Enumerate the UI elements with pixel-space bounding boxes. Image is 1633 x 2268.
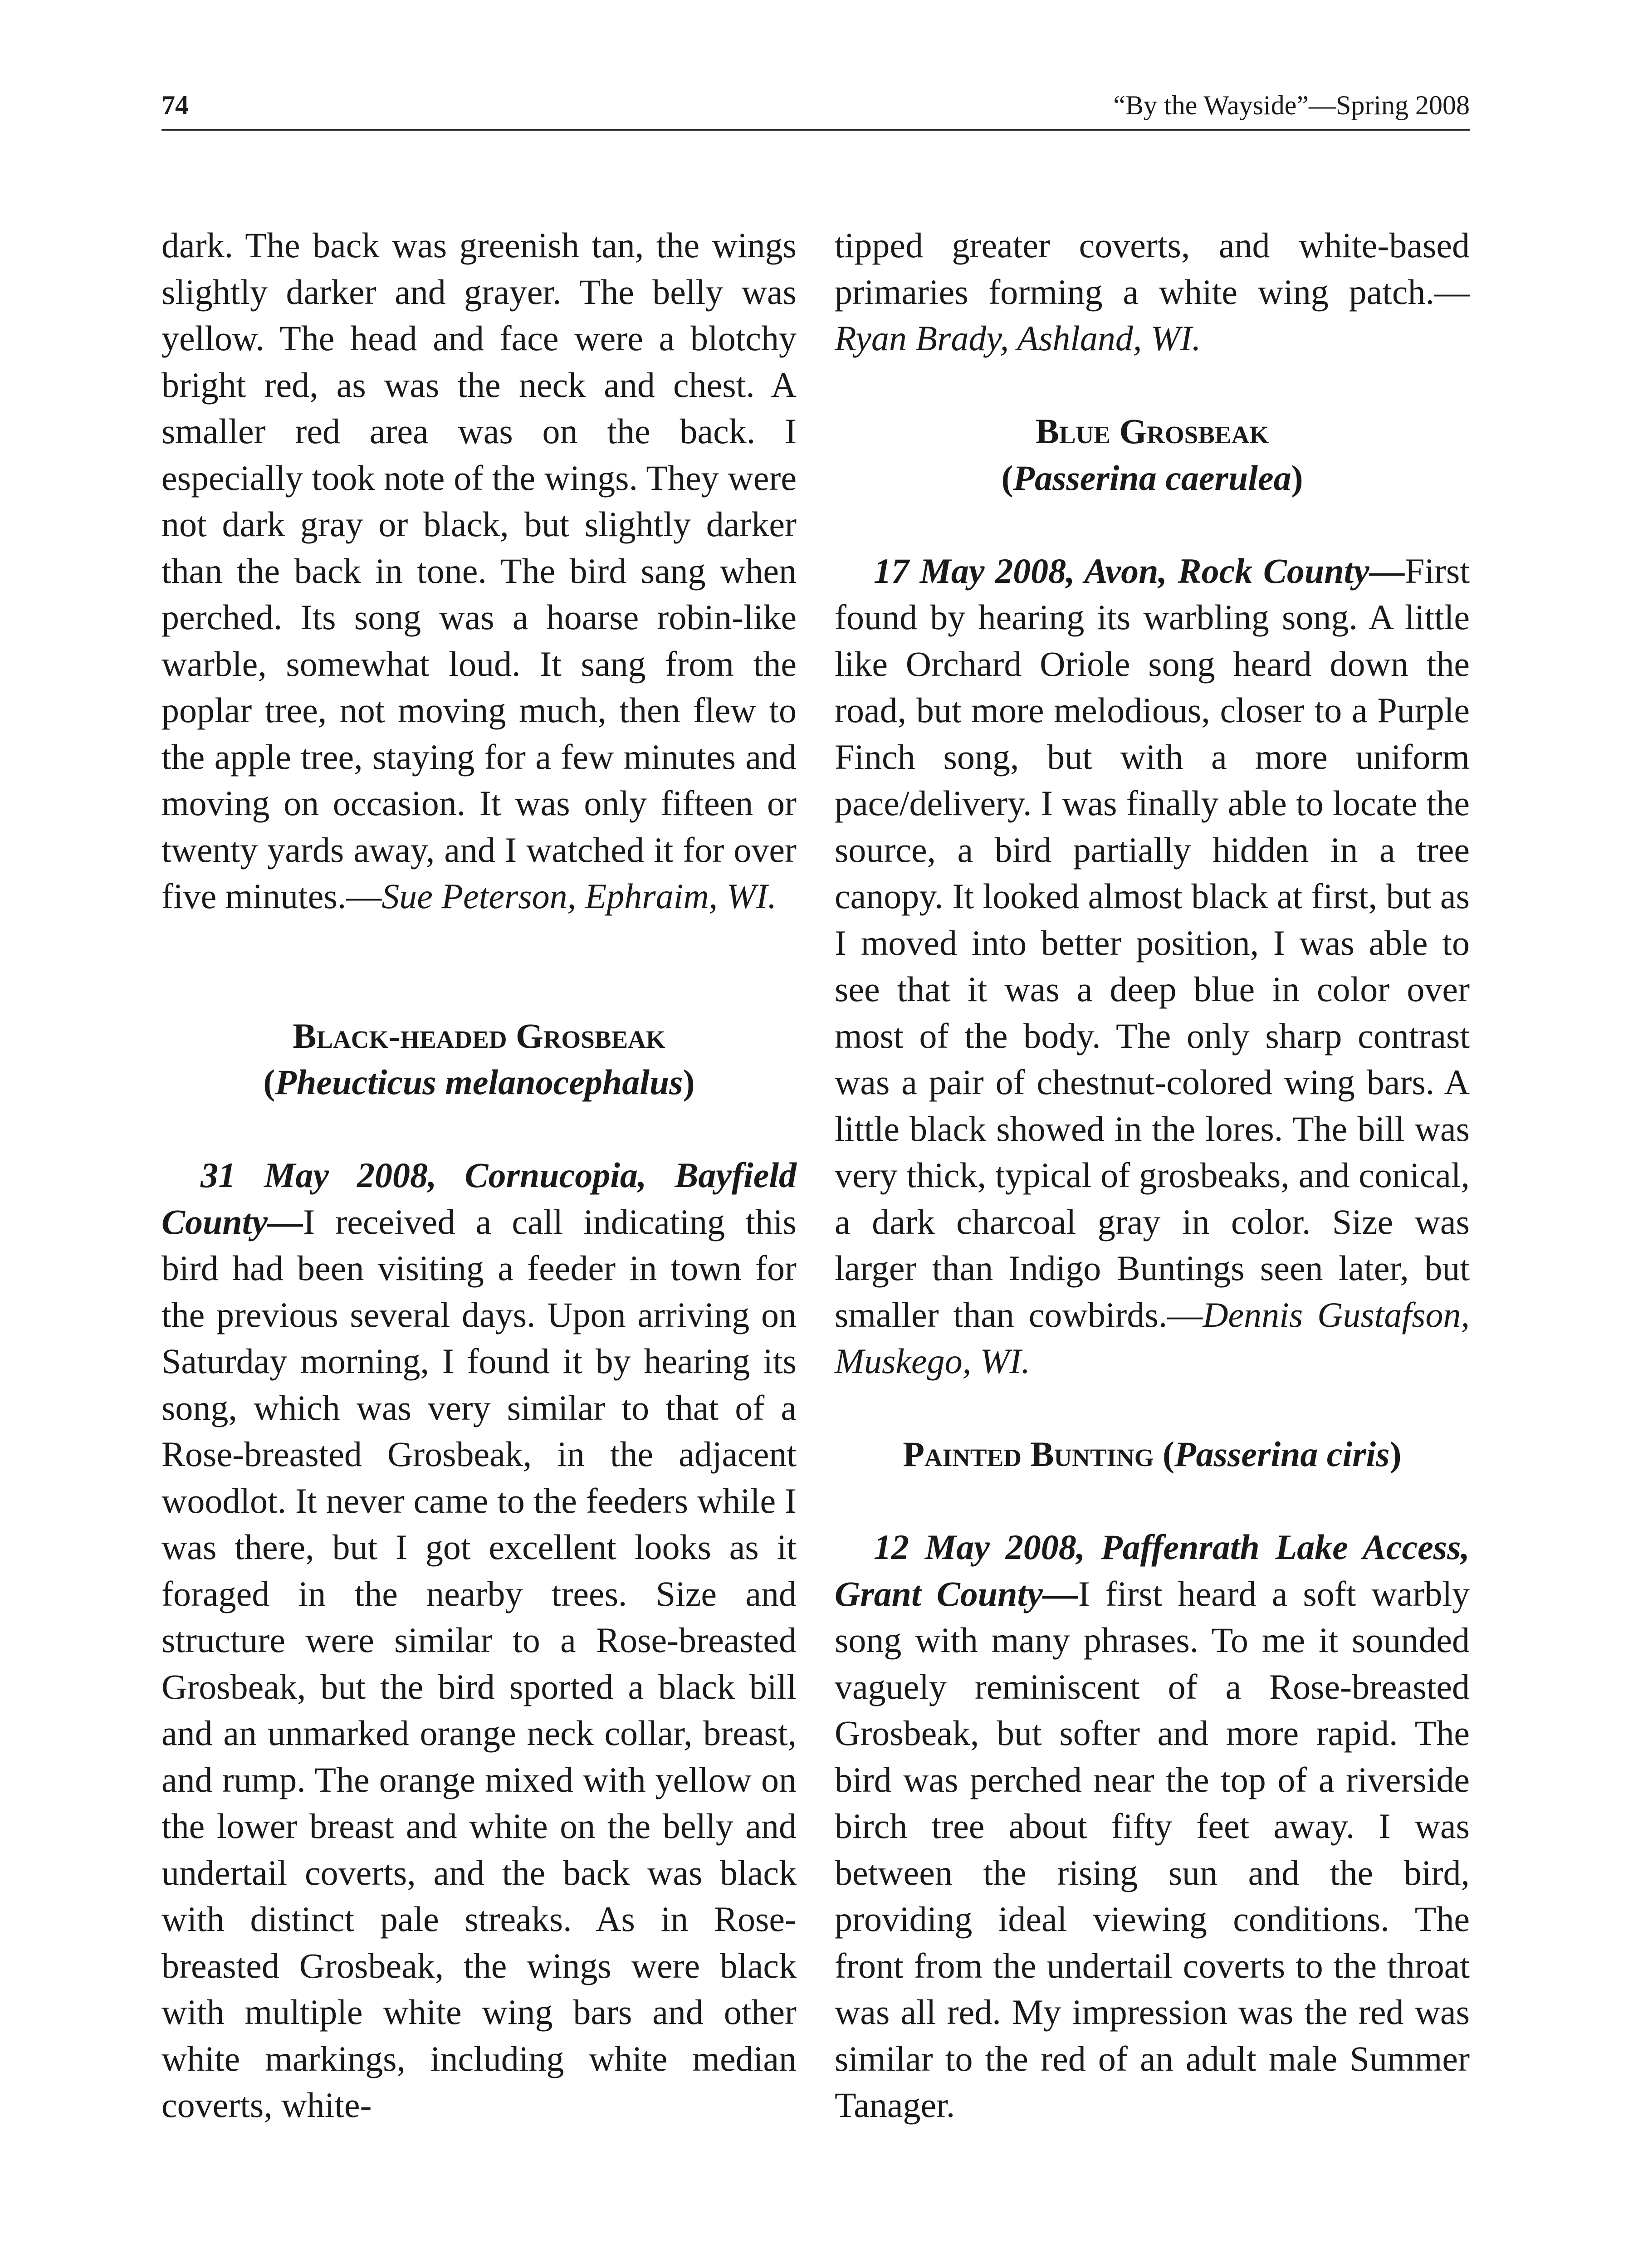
continuation-text: dark. The back was greenish tan, the wings slightly darker and grayer. The belly was yellow. The head and face were a blotchy bright red, as was the neck and chest. A smaller red area was on the back. I especially took note of the wings. They were not dark gray or black, but slightly darker than the back in tone. The bird sang when perched. Its song was a hoarse robin-like warble, somewhat loud. It sang from the poplar tree, not moving much, then flew to the apple tree, staying for a few minutes and moving on occasion. It was only fifteen or twenty yards away, and I watched it for over five minutes.— <box>161 225 797 916</box>
entry-text: I first heard a soft warbly song with many phrases. To me it sounded vaguely reminiscent of a Rose-breasted Grosbeak, but softer and more rapid. The bird was perched near the top of a riverside birch tree about fifty feet away. I was between the rising sun and the bird, providing ideal viewing conditions. The front from the undertail coverts to the throat was all red. My impression was the red was similar to the red of an adult male Summer Tanager. <box>835 1574 1470 2125</box>
species-scientific-line: (Pheucticus melanocephalus) <box>263 1062 695 1102</box>
spacer <box>835 362 1470 409</box>
observer-signature: Ryan Brady, Ashland, WI. <box>835 318 1201 358</box>
entry-paragraph <box>835 1524 1470 2129</box>
continuation-paragraph <box>835 222 1470 362</box>
entry-text: I received a call indicating this bird had been visiting a feeder in town for the previous several days. Upon arriving on Saturday morning, I found it by hearing its song, which was very similar to that of a Rose-breasted Grosbeak, in the adjacent woodlot. It never came to the feeders while I was there, but I got excellent looks as it foraged in the nearby trees. Size and structure were similar to a Rose-breasted Grosbeak, but the bird sported a black bill and an unmarked orange neck collar, breast, and rump. The orange mixed with yellow on the lower breast and white on the belly and undertail coverts, and the back was black with distinct pale streaks. As in Rose-breasted Grosbeak, the wings were black with multiple white wing bars and other white markings, including white median coverts, white- <box>161 1202 797 2125</box>
species-common-name: Black-headed Grosbeak <box>293 1016 665 1056</box>
species-common-name: Painted Bunting <box>903 1434 1154 1474</box>
species-scientific-name: Pheucticus melanocephalus <box>275 1062 683 1102</box>
species-scientific-line: (Passerina caerulea) <box>1001 458 1303 498</box>
species-common-name: Blue Grosbeak <box>1035 411 1269 451</box>
left-column <box>161 222 797 2129</box>
running-title: “By the Wayside”—Spring 2008 <box>1113 90 1470 120</box>
species-heading: Painted Bunting (Passerina ciris) <box>903 1434 1402 1474</box>
entry-paragraph <box>161 1152 797 2129</box>
entry-dateline: 12 May 2008, Paffenrath Lake Access, Grant County— <box>835 1527 1470 1613</box>
spacer <box>835 1478 1470 1525</box>
page-number: 74 <box>161 90 189 120</box>
continuation-paragraph <box>161 222 797 920</box>
observer-signature: Dennis Gustafson, Muskego, WI. <box>835 1295 1470 1381</box>
entry-dateline: 31 May 2008, Cornucopia, Bayfield County— <box>161 1155 797 1242</box>
entry-text: First found by hearing its warbling song. A little like Orchard Oriole song heard down the road, but more melodious, closer to a Purple Finch song, but with a more uniform pace/delivery. I was finally able to locate the source, a bird partially hidden in a tree canopy. It looked almost black at first, but as I moved into better position, I was able to see that it was a deep blue in color over most of the body. The only sharp contrast was a pair of chestnut-colored wing bars. A little black showed in the lores. The bill was very thick, typical of grosbeaks, and conical, a dark charcoal gray in color. Size was larger than Indigo Buntings seen later, but smaller than cowbirds.— <box>835 551 1470 1334</box>
spacer <box>161 920 797 1013</box>
species-heading <box>161 1013 797 1060</box>
header-rule <box>161 129 1470 131</box>
spacer <box>835 501 1470 548</box>
entry-paragraph <box>835 548 1470 1385</box>
species-scientific-name: Passerina caerulea <box>1013 458 1291 498</box>
observer-signature: Sue Peterson, Ephraim, WI. <box>381 876 777 916</box>
spacer <box>835 1385 1470 1432</box>
continuation-text: tipped greater coverts, and white-based primaries forming a white wing patch.— <box>835 225 1470 312</box>
entry-dateline: 17 May 2008, Avon, Rock County— <box>874 551 1405 591</box>
species-heading <box>835 408 1470 455</box>
spacer <box>161 1106 797 1153</box>
right-column <box>835 222 1470 2129</box>
species-scientific-name: Passerina ciris <box>1174 1434 1390 1474</box>
